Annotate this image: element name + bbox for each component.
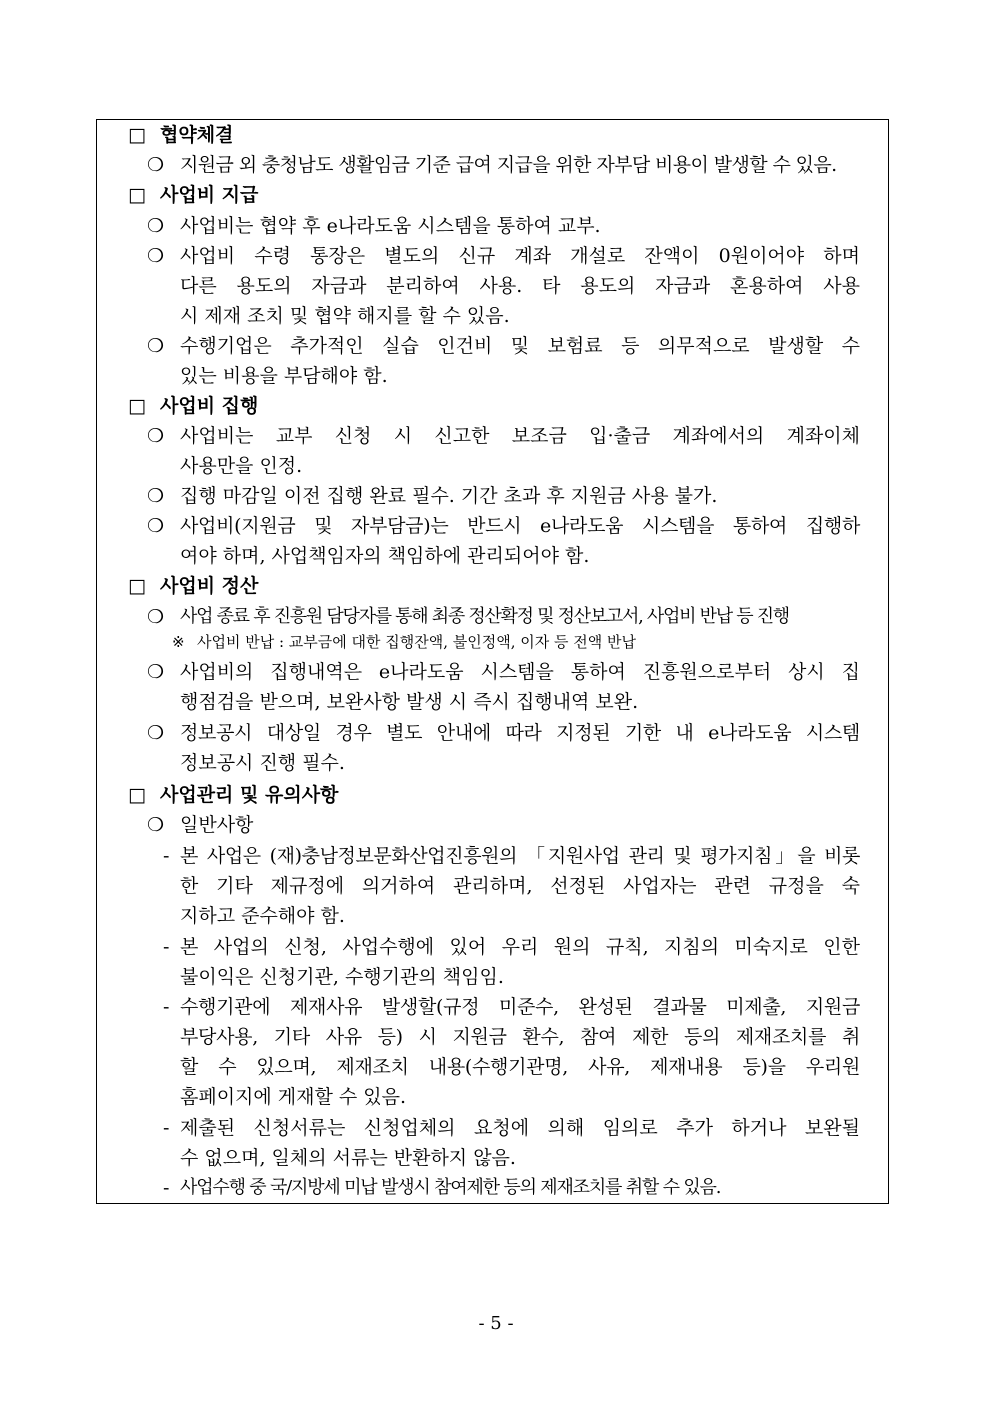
bullet-text: 여야 하며, 사업책임자의 책임하에 관리되어야 함. [180, 545, 590, 567]
section-title: 사업비 지급 [160, 184, 259, 206]
section-heading-agreement [97, 120, 888, 150]
dash-bullet-icon: - [163, 1117, 170, 1139]
dash-continuation [97, 1143, 888, 1173]
dash-item [97, 1173, 888, 1203]
checkbox-marker-icon: □ [128, 575, 146, 597]
dash-text: 수 없으며, 일체의 서류는 반환하지 않음. [180, 1147, 516, 1169]
checkbox-marker-icon: □ [128, 184, 146, 206]
bullet-continuation [97, 301, 888, 331]
dash-continuation [97, 871, 888, 901]
bullet-text: 시 제재 조치 및 협약 해지를 할 수 있음. [180, 305, 510, 327]
checkbox-marker-icon: □ [128, 395, 146, 417]
bullet-continuation [97, 361, 888, 391]
bullet-text: 다른 용도의 자금과 분리하여 사용. 타 용도의 자금과 혼용하여 사용 [180, 275, 860, 297]
note-text: 사업비 반납 : 교부금에 대한 집행잔액, 불인정액, 이자 등 전액 반납 [197, 633, 637, 651]
bullet-text: 지원금 외 충청남도 생활임금 기준 급여 지급을 위한 자부담 비용이 발생할 수 있음. [180, 154, 837, 176]
bullet-text: 사업비의 집행내역은 e나라도움 시스템을 통하여 진흥원으로부터 상시 집 [180, 661, 860, 683]
dash-item [97, 1113, 888, 1143]
bullet-text: 집행 마감일 이전 집행 완료 필수. 기간 초과 후 지원금 사용 불가. [180, 485, 718, 507]
circle-bullet-icon: ❍ [147, 485, 165, 507]
bullet-continuation [97, 271, 888, 301]
note-item [97, 630, 888, 654]
section-heading-execution [97, 391, 888, 421]
bullet-text: 사용만을 인정. [180, 455, 303, 477]
dash-text: 부당사용, 기타 사유 등) 시 지원금 환수, 참여 제한 등의 제재조치를 취 [180, 1026, 860, 1048]
bullet-text: 사업비는 교부 신청 시 신고한 보조금 입·출금 계좌에서의 계좌이체 [180, 425, 860, 447]
bullet-item [97, 150, 888, 180]
bullet-text: 있는 비용을 부담해야 함. [180, 365, 388, 387]
dash-item [97, 841, 888, 871]
dash-text: 제출된 신청서류는 신청업체의 요청에 의해 임의로 추가 하거나 보완될 [180, 1117, 860, 1139]
bullet-item [97, 718, 888, 748]
bullet-item [97, 481, 888, 511]
dash-bullet-icon: - [163, 996, 170, 1018]
dash-text: 사업수행 중 국/지방세 미납 발생시 참여제한 등의 제재조치를 취할 수 있음. [180, 1177, 721, 1198]
section-title: 협약체결 [160, 124, 234, 146]
dash-text: 지하고 준수해야 함. [180, 905, 345, 927]
dash-continuation [97, 962, 888, 992]
dash-bullet-icon: - [163, 1177, 170, 1199]
bullet-text: 정보공시 대상일 경우 별도 안내에 따라 지정된 기한 내 e나라도움 시스템 [180, 722, 860, 744]
circle-bullet-icon: ❍ [147, 814, 165, 836]
bullet-text: 행점검을 받으며, 보완사항 발생 시 즉시 집행내역 보완. [180, 691, 639, 713]
checkbox-marker-icon: □ [128, 784, 146, 806]
bullet-item [97, 810, 888, 840]
bullet-text: 사업 종료 후 진흥원 담당자를 통해 최종 정산확정 및 정산보고서, 사업비 반납 등 진행 [180, 606, 789, 627]
circle-bullet-icon: ❍ [147, 425, 165, 447]
page-number: - 5 - [478, 1313, 514, 1334]
dash-continuation [97, 1052, 888, 1082]
section-title: 사업관리 및 유의사항 [160, 784, 339, 806]
circle-bullet-icon: ❍ [147, 515, 165, 537]
dash-bullet-icon: - [163, 845, 170, 867]
bullet-text: 정보공시 진행 필수. [180, 752, 345, 774]
bullet-item [97, 211, 888, 241]
dash-continuation [97, 1022, 888, 1052]
dash-text: 수행기관에 제재사유 발생할(규정 미준수, 완성된 결과물 미제출, 지원금 [180, 996, 860, 1018]
checkbox-marker-icon: □ [128, 124, 146, 146]
section-title: 사업비 집행 [160, 395, 259, 417]
reference-mark-icon: ※ [172, 633, 185, 651]
bullet-item [97, 241, 888, 271]
circle-bullet-icon: ❍ [147, 606, 165, 628]
bullet-continuation [97, 748, 888, 778]
circle-bullet-icon: ❍ [147, 335, 165, 357]
circle-bullet-icon: ❍ [147, 722, 165, 744]
dash-bullet-icon: - [163, 936, 170, 958]
dash-continuation [97, 901, 888, 931]
circle-bullet-icon: ❍ [147, 154, 165, 176]
dash-item [97, 932, 888, 962]
circle-bullet-icon: ❍ [147, 215, 165, 237]
dash-text: 한 기타 제규정에 의거하여 관리하며, 선정된 사업자는 관련 규정을 숙 [180, 875, 860, 897]
dash-text: 할 수 있으며, 제재조치 내용(수행기관명, 사유, 제재내용 등)을 우리원 [180, 1056, 860, 1078]
bullet-continuation [97, 451, 888, 481]
dash-item [97, 992, 888, 1022]
bullet-item [97, 511, 888, 541]
circle-bullet-icon: ❍ [147, 245, 165, 267]
bullet-item [97, 421, 888, 451]
bullet-continuation [97, 687, 888, 717]
section-title: 사업비 정산 [160, 575, 259, 597]
dash-text: 불이익은 신청기관, 수행기관의 책임임. [180, 966, 504, 988]
dash-continuation [97, 1082, 888, 1112]
section-heading-management [97, 780, 888, 810]
bullet-text: 사업비 수령 통장은 별도의 신규 계좌 개설로 잔액이 0원이어야 하며 [180, 245, 860, 267]
bullet-item [97, 657, 888, 687]
bullet-text: 수행기업은 추가적인 실습 인건비 및 보험료 등 의무적으로 발생할 수 [180, 335, 860, 357]
bullet-item [97, 602, 888, 632]
section-heading-settlement [97, 571, 888, 601]
bullet-text: 사업비는 협약 후 e나라도움 시스템을 통하여 교부. [180, 215, 601, 237]
bullet-text: 일반사항 [180, 814, 254, 836]
dash-text: 홈페이지에 게재할 수 있음. [180, 1086, 407, 1108]
bullet-text: 사업비(지원금 및 자부담금)는 반드시 e나라도움 시스템을 통하여 집행하 [180, 515, 860, 537]
section-heading-payment [97, 180, 888, 210]
dash-text: 본 사업은 (재)충남정보문화산업진흥원의 「지원사업 관리 및 평가지침」을 비롯 [180, 845, 860, 867]
bullet-item [97, 331, 888, 361]
circle-bullet-icon: ❍ [147, 661, 165, 683]
content-frame [96, 119, 889, 1204]
bullet-continuation [97, 541, 888, 571]
dash-text: 본 사업의 신청, 사업수행에 있어 우리 원의 규칙, 지침의 미숙지로 인한 [180, 936, 860, 958]
